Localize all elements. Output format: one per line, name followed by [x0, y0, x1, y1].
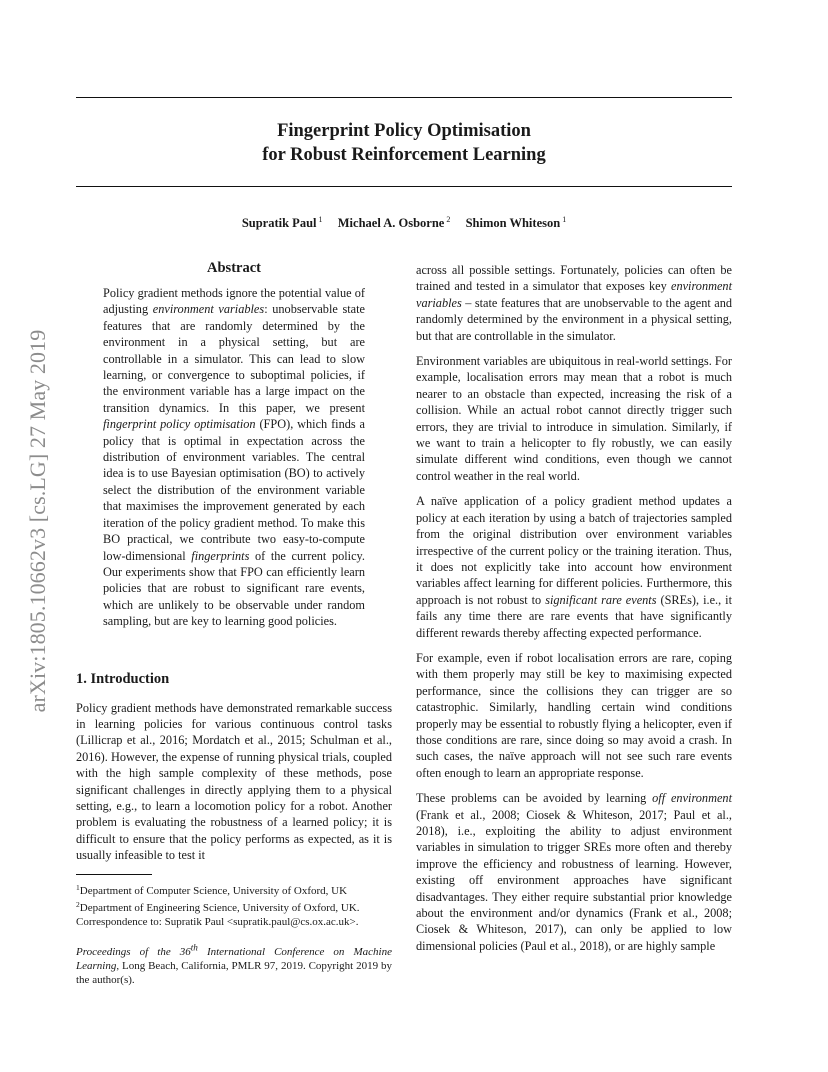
author-name: Shimon Whiteson [465, 216, 561, 230]
footnote-rule [76, 874, 152, 875]
author-name: Supratik Paul [241, 216, 317, 230]
correspondence-note: Correspondence to: Supratik Paul <supratik.paul@cs.ox.ac.uk>. [76, 915, 359, 928]
intro-paragraph: Policy gradient methods have demonstrated remarkable success in learning policies for various continuous control tasks (Lillicrap et al., 2016; Mordatch et al., 2015; Schulman et al., 2016). However, the expense of running physical trials, coupled with the high sample complexity of these methods, pose significant challenges in directly applying them to a physical setting, e.g., to learn a locomotion policy for a robot. Another problem is evaluating the robustness of a learned policy; it is difficult to ensure that the policy performs as expected, as it is usually infeasible to test it [76, 700, 392, 863]
author-name: Michael A. Osborne [337, 216, 445, 230]
footnote-2: $^2$Department of Engineering Science, University of Oxford, UK. [76, 899, 360, 914]
right-column [416, 262, 732, 963]
arxiv-sidebar [23, 282, 53, 760]
author-affiliation-mark: 1 [318, 215, 323, 224]
footnote-1: $^1$Department of Computer Science, University of Oxford, UK [76, 882, 348, 897]
paper-title [76, 119, 732, 167]
body-paragraph: across all possible settings. Fortunately, policies can often be trained and tested in a simulator that exposes key environment variables – state features that are unobservable to the agent and randomly determined by the environment in a physical setting, but that are controllable in the simulator. [416, 263, 732, 343]
footnotes [76, 881, 392, 929]
body-paragraph: For example, even if robot localisation errors are rare, coping with them properly may still be key to maximising expected performance, since the collisions they can trigger are so catastrophic. Similarly, handling certain wind conditions properly may be essential to robustly flying a helicopter, even if those conditions are rare, since doing so may avoid a crash. In such cases, the naïve approach will not see such rare events often enough to learn an appropriate response. [416, 650, 732, 780]
title-line-2: for Robust Reinforcement Learning [262, 145, 546, 165]
author-list [76, 215, 732, 231]
proceedings-note: Proceedings of the 36th International Conference on Machine Learning, Long Beach, California, PMLR 97, 2019. Copyright 2019 by the author(s). [76, 942, 392, 987]
left-column [76, 258, 392, 987]
author-affiliation-mark: 1 [562, 215, 567, 224]
abstract-heading: Abstract [207, 260, 261, 276]
arxiv-identifier: arXiv:1805.10662v3 [cs.LG] 27 May 2019 [25, 329, 50, 713]
title-line-1: Fingerprint Policy Optimisation [277, 121, 531, 141]
title-rule-top [76, 97, 732, 98]
title-rule-bottom [76, 186, 732, 187]
body-paragraph: A naïve application of a policy gradient method updates a policy at each iteration by using a batch of trajectories sampled from the original distribution over environment variables irrespective of the current policy or the training iteration. Thus, it does not explicitly take into account how environment variables affect learning for different policies. Furthermore, this approach is not robust to significant rare events (SREs), i.e., it fails any time there are rare events that have significantly different rewards thereby affecting expected performance. [416, 494, 732, 640]
author-affiliation-mark: 2 [446, 215, 451, 224]
body-paragraph: Environment variables are ubiquitous in real-world settings. For example, localisation errors may mean that a robot is much nearer to an obstacle than expected, increasing the risk of a collision. While an actual robot cannot directly trigger such errors, they are trivial to introduce in simulation. Similarly, if we want to train a helicopter to fly robustly, we can easily simulate different wind conditions, even though we cannot control weather in the real world. [416, 354, 732, 483]
section-heading-introduction: 1. Introduction [76, 670, 170, 687]
abstract-body: Policy gradient methods ignore the potential value of adjusting environment variables: unobservable state features that are randomly determined by the environment in a physical setting, but are controllable in a simulator. This can lead to slow learning, or convergence to suboptimal policies, if the environment variable has a large impact on the transition dynamics. In this paper, we present fingerprint policy optimisation (FPO), which finds a policy that is optimal in expectation across the distribution of environment variables. The central idea is to use Bayesian optimisation (BO) to actively select the distribution of the environment variable that maximises the improvement generated by each iteration of the policy gradient method. To make this BO practical, we contribute two easy-to-compute low-dimensional fingerprints of the current policy. Our experiments show that FPO can efficiently learn policies that are robust to significant rare events, which are unlikely to be observable under random sampling, but are key to learning good policies. [103, 286, 365, 629]
body-paragraph: These problems can be avoided by learning off environment (Frank et al., 2008; Ciosek & Whiteson, 2017; Paul et al., 2018), i.e., exploiting the ability to adjust environment variables in simulation to trigger SREs more often and thereby improve the efficiency and robustness of learning. However, existing off environment approaches have significant disadvantages. They either require substantial prior knowledge about the environment and/or dynamics (Frank et al., 2008; Ciosek & Whiteson, 2017), can only be applied to low dimensional policies (Paul et al., 2018), or are highly sample [416, 791, 732, 953]
